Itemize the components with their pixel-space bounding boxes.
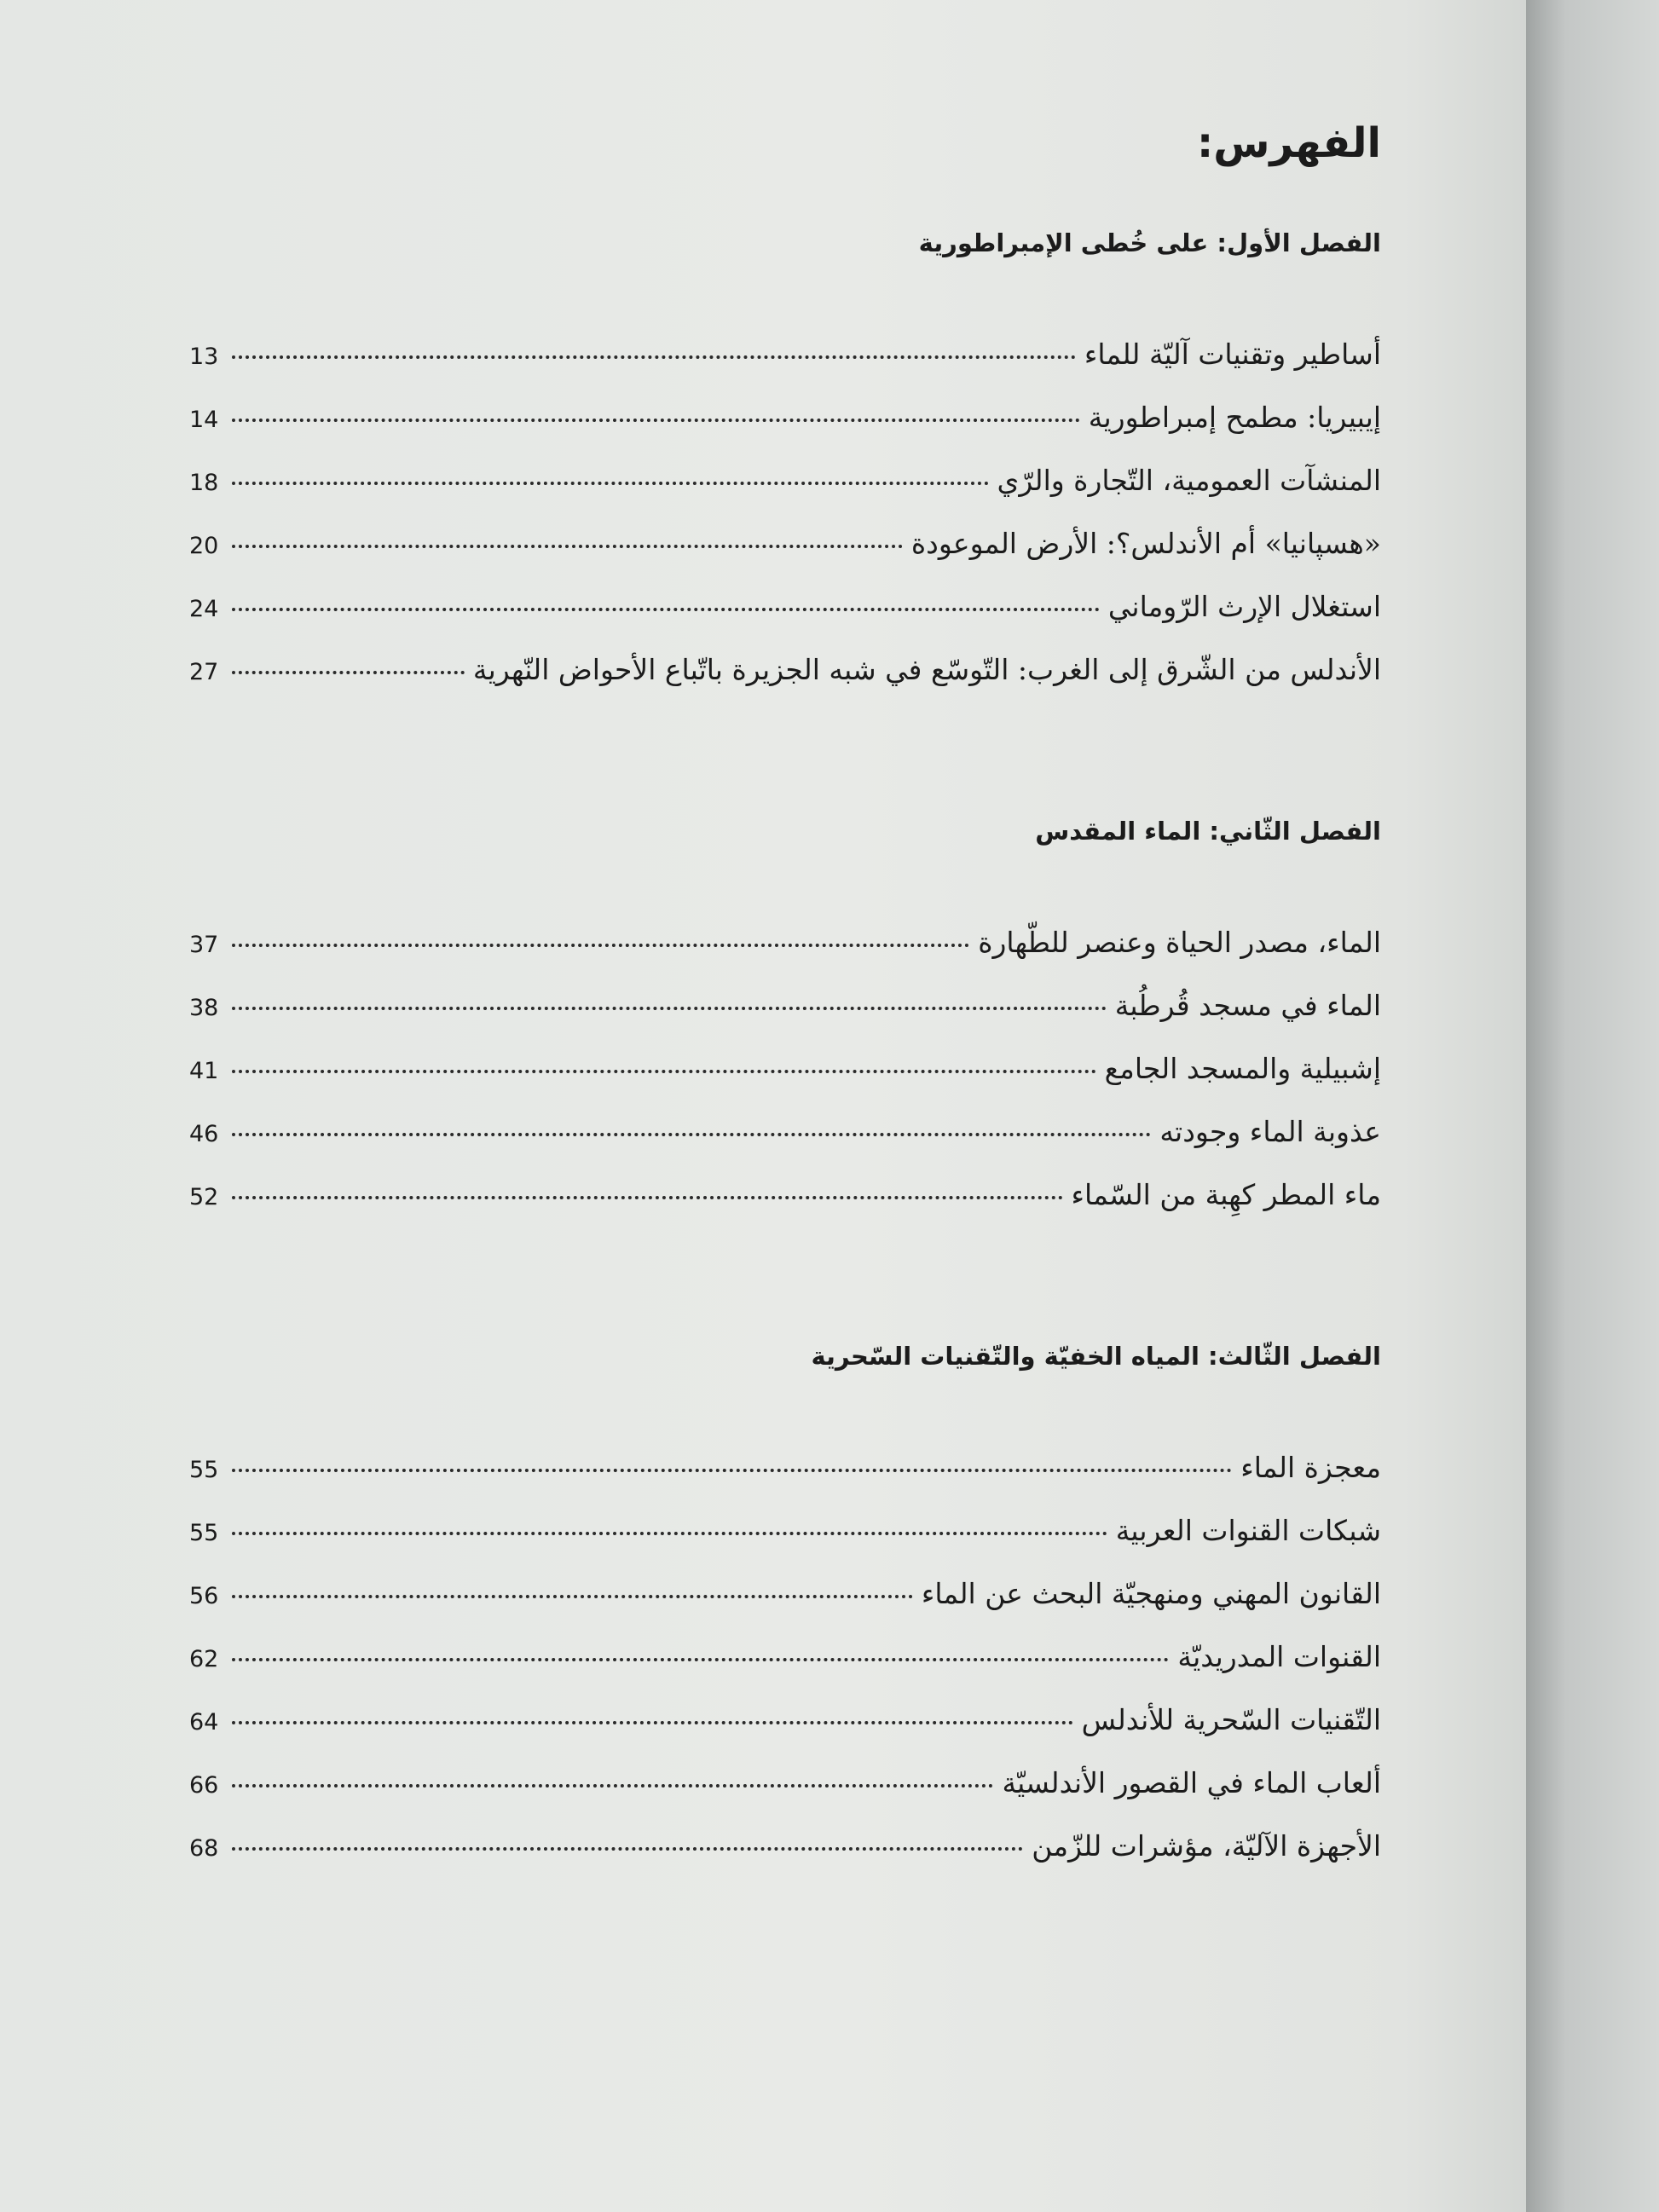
entry-label: الماء، مصدر الحياة وعنصر للطّهارة xyxy=(978,926,1381,959)
toc-entry xyxy=(189,1514,1381,1577)
dot-leader xyxy=(232,671,465,674)
entry-label: معجزة الماء xyxy=(1240,1451,1381,1484)
toc-title: الفهرس: xyxy=(1197,119,1381,167)
dot-leader xyxy=(232,482,989,485)
chapter-title: الفصل الأول: على خُطى الإمبراطورية xyxy=(918,228,1381,257)
dot-leader xyxy=(232,1469,1232,1472)
dot-leader xyxy=(232,1847,1023,1851)
entry-label: الأندلس من الشّرق إلى الغرب: التّوسّع في شبه الجزيرة باتّباع الأحواض النّهرية xyxy=(472,653,1381,686)
dot-leader xyxy=(232,1532,1107,1535)
dot-leader xyxy=(232,1595,913,1598)
dot-leader xyxy=(232,419,1080,422)
toc-entry xyxy=(189,401,1381,464)
dot-leader xyxy=(232,608,1100,611)
entry-label: شبكات القنوات العربية xyxy=(1115,1514,1381,1547)
dot-leader xyxy=(232,1007,1107,1010)
chapter-entries xyxy=(189,338,1381,716)
toc-entry xyxy=(189,1178,1381,1241)
toc-entry xyxy=(189,464,1381,527)
toc-entry xyxy=(189,1703,1381,1766)
dot-leader xyxy=(232,355,1076,359)
toc-entry xyxy=(189,1829,1381,1892)
toc-entry xyxy=(189,1577,1381,1640)
entry-page-number: 64 xyxy=(189,1709,219,1736)
dot-leader xyxy=(232,545,903,548)
entry-label: استغلال الإرث الرّوماني xyxy=(1107,590,1381,623)
dot-leader xyxy=(232,1658,1169,1661)
toc-entry xyxy=(189,926,1381,989)
chapter-2 xyxy=(189,817,1381,1241)
toc-entry xyxy=(189,590,1381,653)
entry-page-number: 52 xyxy=(189,1184,219,1210)
entry-page-number: 20 xyxy=(189,533,219,559)
chapter-entries xyxy=(189,926,1381,1241)
dot-leader xyxy=(232,944,969,947)
entry-page-number: 41 xyxy=(189,1058,219,1084)
chapter-entries xyxy=(189,1451,1381,1892)
entry-page-number: 66 xyxy=(189,1772,219,1799)
toc-entry xyxy=(189,527,1381,590)
table-of-contents xyxy=(189,119,1381,1993)
entry-label: الماء في مسجد قُرطُبة xyxy=(1114,989,1381,1022)
entry-label: القانون المهني ومنهجيّة البحث عن الماء xyxy=(921,1577,1381,1610)
dot-leader xyxy=(232,1196,1063,1199)
chapter-3 xyxy=(189,1342,1381,1892)
entry-label: أساطير وتقنيات آليّة للماء xyxy=(1084,338,1381,371)
entry-page-number: 38 xyxy=(189,995,219,1021)
entry-label: ماء المطر كهِبة من السّماء xyxy=(1071,1178,1381,1211)
entry-label: التّقنيات السّحرية للأندلس xyxy=(1081,1703,1381,1736)
entry-page-number: 68 xyxy=(189,1835,219,1862)
toc-entry xyxy=(189,338,1381,401)
entry-page-number: 46 xyxy=(189,1121,219,1147)
dot-leader xyxy=(232,1133,1151,1136)
entry-page-number: 24 xyxy=(189,596,219,622)
entry-page-number: 18 xyxy=(189,470,219,496)
entry-page-number: 37 xyxy=(189,932,219,958)
toc-entry xyxy=(189,653,1381,716)
entry-label: المنشآت العمومية، التّجارة والرّي xyxy=(997,464,1381,497)
book-gutter xyxy=(1526,0,1659,2212)
entry-page-number: 27 xyxy=(189,659,219,685)
toc-entry xyxy=(189,1640,1381,1703)
entry-label: ألعاب الماء في القصور الأندلسيّة xyxy=(1002,1766,1381,1799)
entry-page-number: 55 xyxy=(189,1520,219,1546)
entry-page-number: 13 xyxy=(189,344,219,370)
chapter-title: الفصل الثّالث: المياه الخفيّة والتّقنيات السّحرية xyxy=(811,1342,1381,1371)
toc-entry xyxy=(189,989,1381,1052)
toc-entry xyxy=(189,1052,1381,1115)
entry-page-number: 62 xyxy=(189,1646,219,1672)
dot-leader xyxy=(232,1784,993,1788)
toc-entry xyxy=(189,1451,1381,1514)
entry-page-number: 56 xyxy=(189,1583,219,1609)
entry-label: إيبيريا: مطمح إمبراطورية xyxy=(1088,401,1381,434)
chapter-title: الفصل الثّاني: الماء المقدس xyxy=(1035,817,1381,846)
entry-page-number: 55 xyxy=(189,1457,219,1483)
toc-entry xyxy=(189,1115,1381,1178)
entry-label: عذوبة الماء وجودته xyxy=(1159,1115,1381,1148)
toc-entry xyxy=(189,1766,1381,1829)
dot-leader xyxy=(232,1721,1073,1724)
entry-page-number: 14 xyxy=(189,407,219,433)
entry-label: الأجهزة الآليّة، مؤشرات للزّمن xyxy=(1032,1829,1381,1863)
entry-label: القنوات المدريديّة xyxy=(1177,1640,1381,1673)
entry-label: «هسپانيا» أم الأندلس؟: الأرض الموعودة xyxy=(910,527,1381,560)
entry-label: إشبيلية والمسجد الجامع xyxy=(1104,1052,1381,1085)
dot-leader xyxy=(232,1070,1096,1073)
chapter-1 xyxy=(189,228,1381,716)
